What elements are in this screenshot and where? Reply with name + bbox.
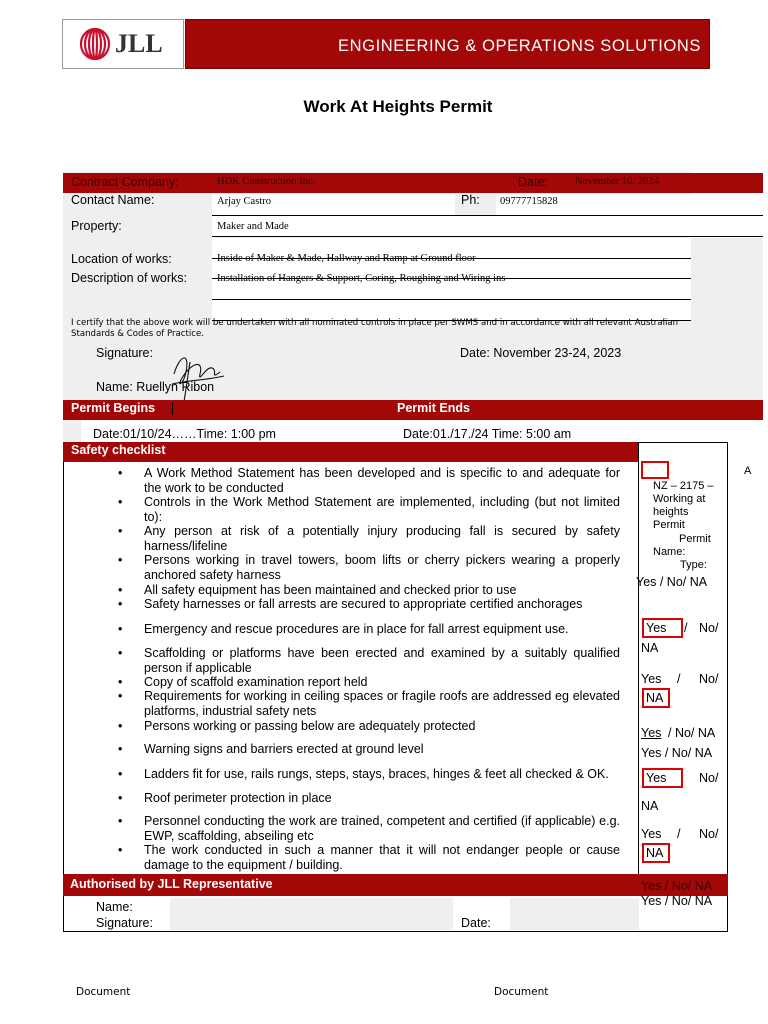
permit-begins-label: Permit Begins [71, 401, 156, 415]
date-label: Date: [518, 175, 548, 189]
signature-date: Date: November 23-24, 2023 [460, 346, 622, 360]
contact-name-label: Contact Name: [71, 193, 155, 207]
authorised-name-label: Name: [96, 900, 133, 914]
response-yes: Yes [641, 672, 662, 686]
response-yes-no-na: Yes / No/ NA [636, 575, 708, 589]
jll-logo [62, 19, 184, 69]
property-value: Maker and Made [217, 221, 289, 232]
description-label: Description of works: [71, 271, 188, 285]
page-title: Work At Heights Permit [303, 97, 493, 116]
response-na: NA [641, 799, 659, 813]
response-yes-no-na: Yes / No/ NA [641, 879, 713, 893]
side-letter-a: A [744, 465, 752, 477]
response-slash: / [677, 672, 681, 686]
side-note-line: Name: [653, 546, 686, 558]
response-no-na: / No/ NA [668, 726, 716, 740]
permit-ends-label: Permit Ends [397, 401, 470, 415]
side-note-line: Permit [679, 533, 711, 545]
authorised-date-label: Date: [461, 916, 491, 930]
permit-begins-value: Date:01/10/24……Time: 1:00 pm [93, 427, 276, 441]
response-yes: Yes [646, 621, 667, 635]
date-value: November 10, 2024 [575, 176, 659, 187]
side-note-line: heights [653, 506, 689, 518]
certification-text: I certify that the above work will be undertaken with all nominated controls in place per SWMS and in accordance with all relevant Australian Standards & Codes of Practice. [71, 318, 679, 339]
response-slash: / [684, 621, 688, 635]
phone-value: 09777715828 [500, 196, 558, 207]
response-yes: Yes [646, 771, 667, 785]
side-note-line: Type: [680, 559, 707, 571]
signatory-name: Name: Ruellyn Ribon [96, 380, 215, 394]
response-yes-no-na: Yes / No/ NA [641, 894, 713, 908]
response-na: NA [641, 641, 659, 655]
authorised-title: Authorised by JLL Representative [70, 877, 273, 891]
response-na: NA [646, 691, 664, 705]
header-banner [185, 19, 710, 69]
footer-right: Document [494, 986, 549, 998]
jll-logo-mark-icon [79, 28, 111, 60]
signature-label: Signature: [96, 346, 153, 360]
property-label: Property: [71, 219, 122, 233]
jll-logo-text: JLL [115, 29, 163, 58]
side-note-line: Permit [653, 519, 685, 531]
response-no: No/ [699, 827, 719, 841]
checklist-title: Safety checklist [71, 443, 166, 457]
response-yes-underlined: Yes [641, 726, 662, 740]
response-na: NA [646, 846, 664, 860]
empty-highlight-box [641, 461, 669, 479]
permit-ends-value: Date:01./17./24 Time: 5:00 am [403, 427, 572, 441]
contract-company-value: HDK Construction Inc. [217, 176, 316, 187]
response-no: No/ [699, 621, 719, 635]
contact-name-value: Arjay Castro [217, 196, 271, 207]
header-banner-text: ENGINEERING & OPERATIONS SOLUTIONS [338, 37, 701, 55]
response-no: No/ [699, 672, 719, 686]
form-gray-panel-right [691, 238, 763, 400]
side-note-line: Working at [653, 493, 706, 505]
response-slash: / [677, 827, 681, 841]
side-note-line: NZ – 2175 – [653, 480, 714, 492]
phone-label: Ph: [461, 193, 480, 207]
response-no: No/ [699, 771, 719, 785]
response-yes-no-na: Yes / No/ NA [641, 746, 713, 760]
contract-company-label: Contract Company: [71, 175, 179, 189]
footer-left: Document [76, 986, 131, 998]
authorised-signature-label: Signature: [96, 916, 153, 930]
response-yes: Yes [641, 827, 662, 841]
location-label: Location of works: [71, 252, 172, 266]
